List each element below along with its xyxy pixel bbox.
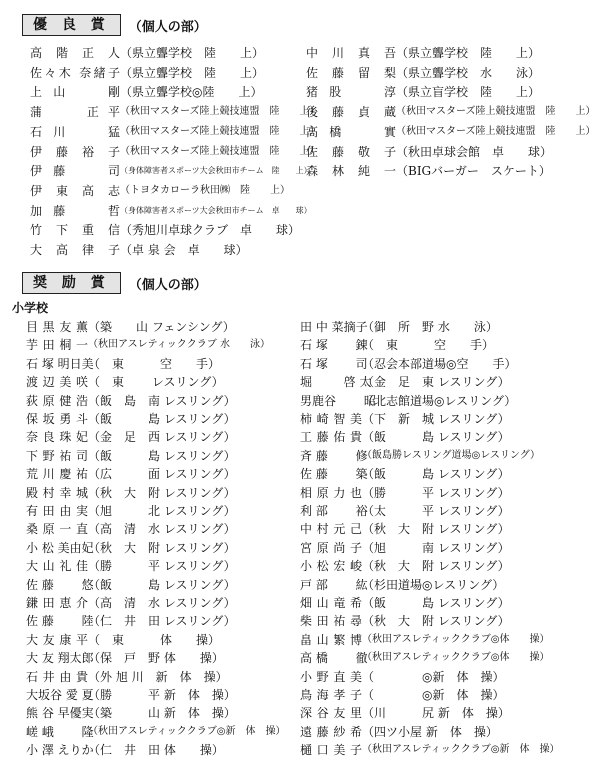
recipient-affiliation: （勝 平 レスリング） bbox=[362, 485, 510, 500]
section1-title: 優 良 賞 bbox=[22, 14, 121, 36]
recipient-affiliation: （飯 島 レスリング） bbox=[88, 448, 236, 463]
award-entry bbox=[300, 520, 536, 538]
recipient-affiliation: （外 旭 川 新 体 操） bbox=[88, 669, 228, 684]
recipient-name: 伊 藤 司 bbox=[30, 164, 120, 179]
recipient-affiliation: （杉田道場◎レスリング） bbox=[362, 577, 505, 592]
award-entry bbox=[300, 704, 536, 722]
recipient-affiliation: （金 足 西 レスリング） bbox=[88, 430, 236, 445]
award-entry bbox=[26, 668, 228, 686]
recipient-affiliation: （忍会本部道場◎空 手） bbox=[362, 356, 517, 371]
recipient-name: 伊 東 高 志 bbox=[30, 183, 120, 198]
award-entry bbox=[300, 557, 536, 575]
recipient-name: 有 田 由 実 bbox=[26, 504, 88, 518]
award-entry bbox=[26, 318, 235, 336]
recipient-name: 畑 山 竜 希 bbox=[300, 596, 362, 610]
recipient-name: 石 塚 司 bbox=[300, 356, 368, 371]
recipient-affiliation: （秋 大 附 レスリング） bbox=[88, 485, 236, 500]
recipient-name: 竹 下 重 信 bbox=[30, 223, 120, 238]
award-entry bbox=[26, 612, 236, 630]
award-entry bbox=[300, 465, 536, 483]
recipient-name: 大 山 礼 佳 bbox=[26, 559, 88, 574]
recipient-name: 熊 谷 早優実 bbox=[26, 706, 94, 721]
recipient-affiliation: （飯 島 レスリング） bbox=[362, 596, 510, 610]
award-entry bbox=[26, 594, 236, 612]
award-entry bbox=[26, 428, 236, 446]
recipient-name: 戸 部 紘 bbox=[300, 577, 368, 592]
recipient-name: 渡 辺 美 咲 bbox=[26, 375, 88, 390]
recipient-name: 畠 山 繁 博 bbox=[300, 632, 362, 647]
recipient-affiliation: （ 東 レスリング） bbox=[88, 375, 224, 390]
award-entry bbox=[300, 447, 541, 465]
recipient-affiliation: （県立聾学校 陸 上） bbox=[120, 46, 265, 60]
recipient-affiliation: （高 清 水 レスリング） bbox=[88, 596, 236, 610]
award-entry bbox=[26, 373, 222, 391]
recipient-affiliation: （ 東 空 手） bbox=[88, 356, 221, 371]
recipient-affiliation: （身体障害者スポーツ大会秋田市チーム 卓 球） bbox=[120, 205, 312, 215]
recipient-name: 遠 藤 紗 希 bbox=[300, 724, 362, 739]
award-entry bbox=[26, 447, 236, 465]
award-entry bbox=[26, 576, 236, 594]
recipient-affiliation: （秋 大 附 レスリング） bbox=[88, 540, 236, 555]
recipient-affiliation: （秋田マスターズ陸上競技連盟 陸 上） bbox=[396, 125, 596, 137]
recipient-affiliation: （県立聾学校◎陸 上） bbox=[120, 85, 263, 100]
recipient-name: 高 橋 徹 bbox=[300, 651, 368, 666]
recipient-affiliation: （ 東 体 操） bbox=[88, 632, 221, 647]
award-entry bbox=[26, 410, 236, 428]
recipient-name: 保 坂 勇 斗 bbox=[26, 412, 88, 426]
recipient-name: 佐 藤 悠 bbox=[26, 577, 94, 592]
recipient-affiliation: （高 清 水 レスリング） bbox=[88, 522, 236, 537]
recipient-name: 大 友 康 平 bbox=[26, 632, 88, 647]
award-entry bbox=[300, 428, 536, 446]
recipient-affiliation: （御 所 野 水 泳） bbox=[362, 320, 498, 334]
recipient-affiliation: （ ◎新 体 操） bbox=[362, 669, 505, 684]
recipient-name: 堀 啓 太 bbox=[300, 375, 372, 390]
recipient-name: 大 高 律 子 bbox=[30, 243, 120, 257]
recipient-affiliation: （秋田アスレティッククラブ 水 泳） bbox=[88, 339, 270, 351]
award-entry bbox=[26, 649, 222, 667]
recipient-affiliation: （旭 北 レスリング） bbox=[88, 504, 236, 518]
recipient-affiliation: （ ◎新 体 操） bbox=[362, 688, 505, 702]
section2-subtitle: （個人の部） bbox=[128, 277, 207, 293]
recipient-name: 芋 田 桐 一 bbox=[26, 338, 88, 353]
recipient-affiliation: （秋田マスターズ陸上競技連盟 陸 上） bbox=[120, 125, 320, 137]
section2-header bbox=[22, 272, 207, 294]
award-entry bbox=[300, 392, 536, 410]
recipient-affiliation: （飯 島 南 レスリング） bbox=[88, 393, 236, 408]
recipient-affiliation: （身体障害者スポーツ大会秋田市チーム 陸 上） bbox=[120, 166, 312, 176]
recipient-name: 嵯 峨 隆 bbox=[26, 724, 94, 739]
recipient-affiliation: （築 山 新 体 操） bbox=[88, 706, 236, 721]
recipient-name: 森 林 純 一 bbox=[306, 164, 396, 179]
recipient-name: 小 松 美由妃 bbox=[26, 540, 94, 555]
award-entry bbox=[306, 143, 553, 161]
recipient-name: 石 川 猛 bbox=[30, 124, 120, 139]
recipient-name: 小 野 直 美 bbox=[300, 669, 362, 684]
award-entry bbox=[300, 373, 536, 391]
award-entry bbox=[30, 182, 290, 200]
recipient-name: 奈 良 珠 妃 bbox=[26, 430, 88, 445]
award-entry bbox=[26, 484, 236, 502]
recipient-name: 佐 藤 留 梨 bbox=[306, 65, 396, 80]
recipient-name: 後 藤 貞 蔵 bbox=[306, 105, 396, 120]
recipient-affiliation: （県立聾学校 水 泳） bbox=[396, 65, 541, 80]
award-entry bbox=[300, 631, 550, 649]
level-heading: 小学校 bbox=[12, 301, 49, 315]
recipient-affiliation: （BIGバーガー スケート） bbox=[396, 164, 551, 179]
award-entry bbox=[30, 162, 330, 180]
recipient-affiliation: （秋田アスレティッククラブ◎体 操） bbox=[362, 633, 550, 645]
award-entry bbox=[306, 162, 551, 180]
recipient-name: 大 友 翔太郎 bbox=[26, 651, 94, 666]
section1-subtitle: （個人の部） bbox=[128, 19, 207, 35]
recipient-name: 斉 藤 修 bbox=[300, 448, 368, 463]
recipient-affiliation: （秋田マスターズ陸上競技連盟 陸 上） bbox=[120, 106, 320, 118]
award-entry bbox=[300, 484, 536, 502]
award-entry bbox=[26, 631, 222, 649]
award-entry bbox=[30, 202, 330, 220]
recipient-affiliation: （秋田マスターズ陸上競技連盟 陸 上） bbox=[396, 106, 596, 118]
recipient-affiliation: （保 戸 野 体 操） bbox=[88, 651, 224, 666]
recipient-name: 下 野 祐 司 bbox=[26, 448, 88, 463]
recipient-affiliation: （トヨタカローラ秋田㈱ 陸 上） bbox=[120, 184, 290, 196]
award-entry bbox=[26, 741, 222, 759]
recipient-affiliation: （飯 島 レスリング） bbox=[88, 412, 236, 426]
award-entry bbox=[300, 410, 536, 428]
section1-header bbox=[22, 14, 207, 36]
recipient-affiliation: （秋 大 附 レスリング） bbox=[362, 559, 510, 574]
award-entry bbox=[30, 83, 263, 101]
recipient-name: 桑 原 一 直 bbox=[26, 522, 88, 537]
award-entry bbox=[306, 103, 596, 121]
recipient-affiliation: （秋 大 附 レスリング） bbox=[362, 614, 510, 629]
recipient-affiliation: （秋田マスターズ陸上競技連盟 陸 上） bbox=[120, 145, 320, 157]
recipient-name: 佐 藤 陸 bbox=[26, 614, 94, 629]
recipient-name: 中 村 元 己 bbox=[300, 522, 362, 537]
recipient-affiliation: （仁 井 田 体 操） bbox=[88, 743, 224, 758]
award-entry bbox=[306, 83, 541, 101]
recipient-affiliation: （広 面 レスリング） bbox=[88, 467, 236, 482]
award-entry bbox=[26, 502, 236, 520]
recipient-affiliation: （四ツ小屋 新 体 操） bbox=[362, 724, 498, 739]
award-entry bbox=[26, 704, 236, 722]
recipient-name: 小 澤 えりか bbox=[26, 743, 94, 758]
award-entry bbox=[300, 686, 536, 704]
recipient-name: 目 黒 友 薫 bbox=[26, 320, 88, 334]
recipient-affiliation: （川 尻 新 体 操） bbox=[362, 706, 510, 721]
recipient-name: 工 藤 佑 貴 bbox=[300, 430, 362, 445]
recipient-affiliation: （秋 大 附 レスリング） bbox=[362, 522, 510, 537]
recipient-affiliation: （飯 島 レスリング） bbox=[362, 467, 510, 482]
recipient-affiliation: （県立聾学校 陸 上） bbox=[396, 46, 541, 60]
award-entry bbox=[306, 64, 541, 82]
recipient-affiliation: （旭 南 レスリング） bbox=[362, 540, 510, 555]
recipient-name: 相 原 力 也 bbox=[300, 485, 362, 500]
recipient-name: 荒 川 慶 祐 bbox=[26, 467, 88, 482]
recipient-affiliation: （勝 平 新 体 操） bbox=[88, 688, 236, 702]
award-entry bbox=[300, 741, 560, 759]
recipient-name: 石 塚 明日美 bbox=[26, 356, 94, 371]
award-entry bbox=[26, 539, 236, 557]
recipient-name: 利 部 裕 bbox=[300, 504, 368, 518]
recipient-affiliation: （秋田アスレティッククラブ◎新 体 操） bbox=[362, 744, 560, 756]
recipient-name: 殿 村 幸 城 bbox=[26, 485, 88, 500]
recipient-name: 猪 股 淳 bbox=[306, 85, 396, 100]
award-entry bbox=[30, 64, 265, 82]
recipient-name: 佐々木 奈緒子 bbox=[30, 65, 120, 80]
award-entry bbox=[300, 576, 536, 594]
award-entry bbox=[300, 336, 536, 354]
award-entry bbox=[26, 723, 286, 741]
award-entry bbox=[30, 241, 252, 259]
award-entry bbox=[26, 557, 236, 575]
recipient-affiliation: （飯島勝レスリング道場◎レスリング） bbox=[362, 449, 541, 461]
recipient-affiliation: （飯 島 レスリング） bbox=[88, 577, 236, 592]
award-entry bbox=[30, 123, 320, 141]
recipient-affiliation: （卓 泉 会 卓 球） bbox=[120, 243, 248, 257]
award-entry bbox=[300, 355, 536, 373]
recipient-name: 荻 原 健 浩 bbox=[26, 393, 88, 408]
recipient-name: 小 松 宏 峻 bbox=[300, 559, 362, 574]
recipient-affiliation: （北志館道場◎レスリング） bbox=[362, 393, 517, 408]
award-entry bbox=[30, 103, 320, 121]
award-entry bbox=[30, 44, 265, 62]
recipient-name: 伊 藤 裕 子 bbox=[30, 144, 120, 159]
award-entry bbox=[300, 594, 536, 612]
award-entry bbox=[26, 465, 236, 483]
recipient-affiliation: （秀旭川卓球クラブ 卓 球） bbox=[120, 223, 301, 238]
award-entry bbox=[306, 123, 596, 141]
recipient-name: 石 井 由 貴 bbox=[26, 669, 88, 684]
recipient-name: 鳥 海 孝 子 bbox=[300, 688, 362, 702]
recipient-affiliation: （ 東 空 手） bbox=[362, 338, 495, 353]
award-entry bbox=[300, 649, 550, 667]
recipient-name: 蒲 正 平 bbox=[30, 105, 120, 120]
recipient-name: 柴 田 祐 尋 bbox=[300, 614, 362, 629]
recipient-name: 佐 藤 築 bbox=[300, 467, 368, 482]
recipient-name: 宮 原 尚 子 bbox=[300, 540, 362, 555]
recipient-name: 加 藤 哲 bbox=[30, 203, 120, 218]
recipient-name: 樋 口 美 子 bbox=[300, 743, 362, 758]
recipient-affiliation: （県立盲学校 陸 上） bbox=[396, 85, 541, 100]
recipient-name: 柿 崎 智 美 bbox=[300, 412, 362, 426]
recipient-name: 鎌 田 恵 介 bbox=[26, 596, 88, 610]
award-entry bbox=[300, 668, 536, 686]
recipient-affiliation: （下 新 城 レスリング） bbox=[362, 412, 510, 426]
recipient-name: 高 階 正 人 bbox=[30, 46, 120, 60]
award-entry bbox=[300, 612, 536, 630]
award-entry bbox=[300, 723, 536, 741]
recipient-affiliation: （仁 井 田 レスリング） bbox=[88, 614, 236, 629]
award-entry bbox=[26, 392, 236, 410]
recipient-name: 高 橋 實 bbox=[306, 124, 396, 139]
award-entry bbox=[30, 221, 301, 239]
recipient-affiliation: （勝 平 レスリング） bbox=[88, 559, 236, 574]
award-entry bbox=[300, 318, 536, 336]
recipient-affiliation: （築 山 フェンシング） bbox=[88, 320, 235, 334]
recipient-affiliation: （県立聾学校 陸 上） bbox=[120, 65, 265, 80]
recipient-affiliation: （太 平 レスリング） bbox=[362, 504, 510, 518]
recipient-name: 男鹿谷 昭 bbox=[300, 393, 376, 408]
recipient-affiliation: （飯 島 レスリング） bbox=[362, 430, 510, 445]
award-entry bbox=[300, 539, 536, 557]
award-entry bbox=[300, 502, 536, 520]
award-entry bbox=[26, 355, 222, 373]
award-entry bbox=[26, 336, 270, 354]
award-entry bbox=[306, 44, 541, 62]
recipient-affiliation: （秋田卓球会館 卓 球） bbox=[396, 144, 553, 159]
award-entry bbox=[30, 143, 320, 161]
recipient-name: 田 中 菜摘子 bbox=[300, 320, 368, 334]
award-entry bbox=[26, 686, 236, 704]
recipient-name: 中 川 真 吾 bbox=[306, 46, 396, 60]
recipient-affiliation: （秋田アスレティッククラブ◎体 操） bbox=[362, 652, 550, 664]
recipient-name: 深 谷 友 里 bbox=[300, 706, 362, 721]
recipient-name: 大坂谷 愛 夏 bbox=[26, 688, 94, 702]
section2-title: 奨 励 賞 bbox=[22, 272, 121, 294]
recipient-name: 上 山 剛 bbox=[30, 85, 120, 100]
award-entry bbox=[26, 520, 236, 538]
recipient-name: 石 塚 錬 bbox=[300, 338, 368, 353]
recipient-affiliation: （秋田アスレティッククラブ◎新 体 操） bbox=[88, 725, 286, 737]
recipient-affiliation: （金 足 東 レスリング） bbox=[362, 375, 510, 390]
recipient-name: 佐 藤 敬 子 bbox=[306, 144, 396, 159]
